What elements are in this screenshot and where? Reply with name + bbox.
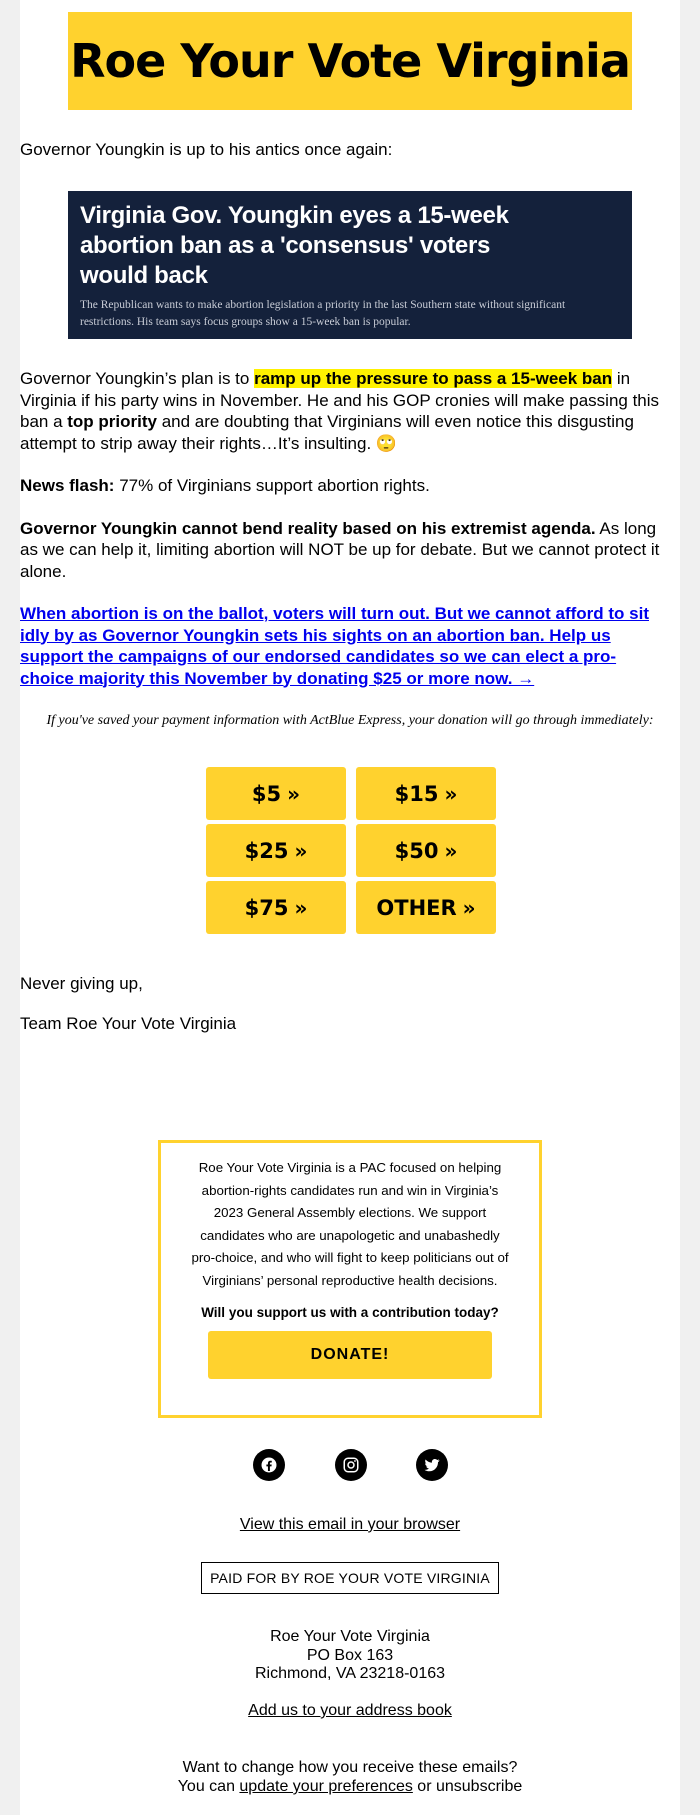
email-preferences: [20, 1758, 680, 1796]
news-subhead: The Republican wants to make abortion legislation a priority in the last Southern state without significant restrictions. His team says focus groups show a 15-week ban is popular.: [80, 299, 566, 328]
paragraph-plan: Governor Youngkin’s plan is to ramp up the pressure to pass a 15-week ban in Virginia if his party wins in November. He and his GOP cronies will make passing this ban a top priority and are doubting that Virginians will even notice this disgusting attempt to strip away their rights…It’s insulting. 🙄: [20, 369, 660, 453]
double-chevron-icon: »: [444, 781, 458, 806]
unsubscribe-link[interactable]: unsubscribe: [435, 1778, 523, 1795]
view-in-browser: [20, 1516, 680, 1534]
signoff-line: Never giving up,: [20, 974, 143, 993]
update-preferences-link[interactable]: update your preferences: [239, 1778, 413, 1795]
address-city: Richmond, VA 23218-0163: [254, 1665, 446, 1682]
news-headline: Virginia Gov. Youngkin eyes a 15-week abortion ban as a 'consensus' voters would back: [80, 202, 509, 289]
donate-button[interactable]: DONATE!: [208, 1331, 492, 1379]
facebook-icon[interactable]: [253, 1449, 285, 1481]
double-chevron-icon: »: [462, 895, 476, 920]
signoff-team: Team Roe Your Vote Virginia: [20, 1014, 237, 1033]
paid-for-disclaimer: PAID FOR BY ROE YOUR VOTE VIRGINIA: [201, 1562, 499, 1594]
donate-5-button[interactable]: $5 »: [206, 767, 346, 820]
donation-button-grid: [206, 767, 496, 934]
body-copy: [20, 368, 668, 710]
contribution-ask: Will you support us with a contribution today?: [201, 1305, 499, 1320]
address-name: Roe Your Vote Virginia: [270, 1628, 430, 1645]
signoff: [20, 974, 236, 1054]
mailing-address: [20, 1628, 680, 1684]
news-article-card[interactable]: [68, 191, 632, 339]
email-page: [20, 0, 680, 1815]
donate-50-button[interactable]: $50 »: [356, 824, 496, 877]
paragraph-cta: [20, 603, 668, 689]
actblue-express-note: If you've saved your payment information with ActBlue Express, your donation will go through immediately:: [46, 713, 654, 728]
double-chevron-icon: »: [294, 895, 308, 920]
brand-title: Roe Your Vote Virginia: [70, 34, 630, 88]
donate-other-button[interactable]: OTHER »: [356, 881, 496, 934]
double-chevron-icon: »: [444, 838, 458, 863]
pac-info-box: [158, 1140, 542, 1418]
intro-text: Governor Youngkin is up to his antics once again:: [20, 140, 393, 159]
paragraph-reality: Governor Youngkin cannot bend reality based on his extremist agenda. As long as we can help it, limiting abortion will NOT be up for debate. But we cannot protect it alone.: [20, 518, 660, 581]
address-book-link[interactable]: Add us to your address book: [248, 1702, 452, 1719]
view-in-browser-link[interactable]: View this email in your browser: [239, 1516, 461, 1533]
paragraph-news-flash: News flash: 77% of Virginians support abortion rights.: [20, 476, 430, 495]
double-chevron-icon: »: [287, 781, 301, 806]
social-links: [253, 1449, 448, 1481]
bold-phrase: top priority: [67, 412, 157, 431]
pac-description: Roe Your Vote Virginia is a PAC focused on helping abortion-rights candidates run and win in Virginia’s 2023 General Assembly elections. We support candidates who are unapologetic and unabashedly pro-choice, and who will fight to keep politicians out of Virginians’ personal reproductive health decisions.: [191, 1160, 509, 1288]
donate-75-button[interactable]: $75 »: [206, 881, 346, 934]
donate-cta-link[interactable]: When abortion is on the ballot, voters will turn out. But we cannot afford to sit idly by as Governor Youngkin sets his sights on an abortion ban. Help us support the campaigns of our endorsed candidates so we can elect a pro-choice majority this November by donating $25 or more now. →: [20, 604, 649, 688]
double-chevron-icon: »: [294, 838, 308, 863]
donate-25-button[interactable]: $25 »: [206, 824, 346, 877]
eye-roll-emoji: 🙄: [375, 433, 398, 453]
highlighted-phrase: ramp up the pressure to pass a 15-week ban: [254, 369, 613, 388]
twitter-icon[interactable]: [416, 1449, 448, 1481]
prefs-line: You can update your preferences or unsubscribe: [177, 1778, 523, 1795]
instagram-icon[interactable]: [335, 1449, 367, 1481]
prefs-question: Want to change how you receive these emails?: [182, 1759, 518, 1776]
address-book: [20, 1702, 680, 1720]
address-box: PO Box 163: [306, 1646, 394, 1664]
donate-15-button[interactable]: $15 »: [356, 767, 496, 820]
header-banner: [68, 12, 632, 110]
paid-for-wrapper: [20, 1562, 680, 1594]
